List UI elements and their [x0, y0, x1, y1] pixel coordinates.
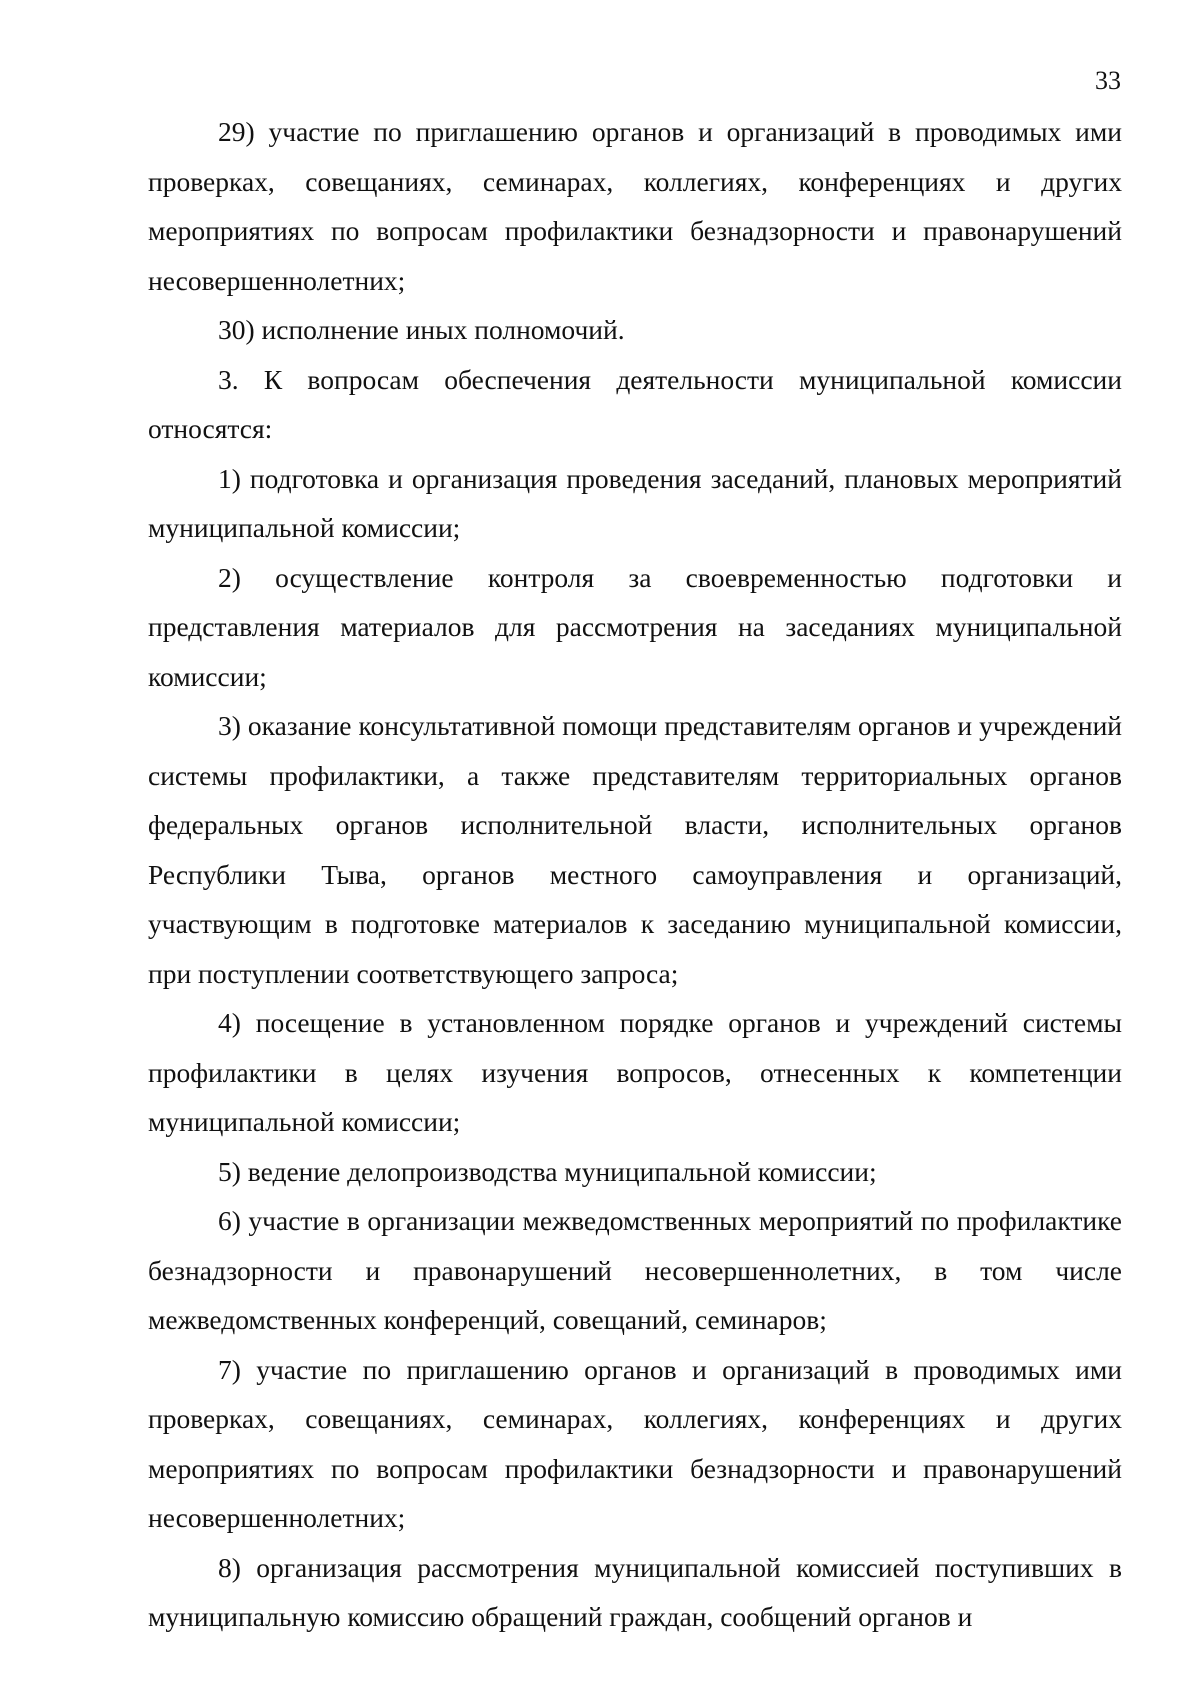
paragraph-item-3: 3) оказание консультативной помощи представителям органов и учреждений системы профилактики, а также представителям территориальных органов федеральных органов исполнительной власти, исполнительных органов Республики Тыва, органов местного самоуправления и организаций, участвующим в подготовке материалов к заседанию муниципальной комиссии, при поступлении соответствующего запроса; [148, 710, 1122, 989]
paragraph-item-8: 8) организация рассмотрения муниципальной комиссией поступивших в муниципальную комиссию обращений граждан, сообщений органов и [148, 1551, 1122, 1632]
paragraph-item-1: 1) подготовка и организация проведения заседаний, плановых мероприятий муниципальной комиссии; [148, 462, 1122, 543]
paragraph-item-30: 30) исполнение иных полномочий. [218, 314, 625, 345]
paragraph-item-6: 6) участие в организации межведомственных мероприятий по профилактике безнадзорности и правонарушений несовершеннолетних, в том числе межведомственных конференций, совещаний, семинаров; [148, 1205, 1122, 1335]
page-number: 33 [1095, 66, 1121, 95]
paragraph-section-3: 3. К вопросам обеспечения деятельности муниципальной комиссии относятся: [148, 363, 1122, 444]
paragraph-item-2: 2) осуществление контроля за своевременностью подготовки и представления материалов для рассмотрения на заседаниях муниципальной комиссии; [148, 561, 1122, 692]
paragraph-item-5: 5) ведение делопроизводства муниципальной комиссии; [218, 1155, 877, 1187]
paragraph-item-7: 7) участие по приглашению органов и организаций в проводимых ими проверках, совещаниях, семинарах, коллегиях, конференциях и других мероприятиях по вопросам профилактики безнадзорности и правонарушений несовершеннолетних; [148, 1353, 1122, 1533]
paragraph-item-4: 4) посещение в установленном порядке органов и учреждений системы профилактики в целях изучения вопросов, отнесенных к компетенции муниципальной комиссии; [148, 1007, 1122, 1137]
paragraph-item-29: 29) участие по приглашению органов и организаций в проводимых ими проверках, совещаниях, семинарах, коллегиях, конференциях и других мероприятиях по вопросам профилактики безнадзорности и правонарушений несовершеннолетних; [148, 116, 1122, 296]
document-text [148, 107, 1122, 1642]
